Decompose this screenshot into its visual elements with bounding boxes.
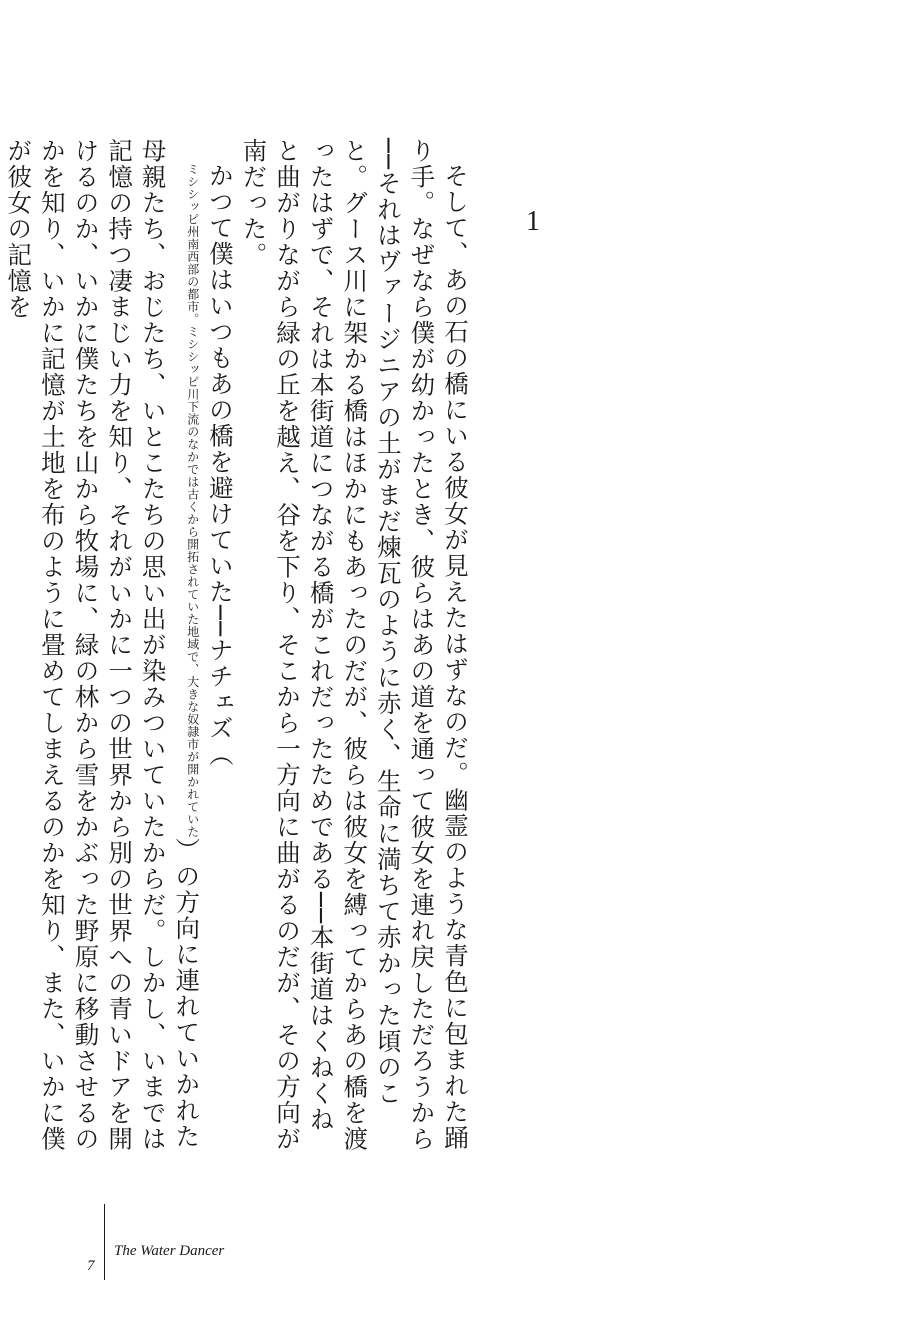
paragraph-2 (2, 138, 237, 1158)
page-number: 7 (87, 1258, 95, 1274)
note-close-bracket: ） (172, 837, 202, 864)
chapter-number: 1 (526, 206, 540, 237)
body-text (2, 138, 472, 1158)
running-title: The Water Dancer (114, 1243, 225, 1259)
footer-divider (104, 1204, 105, 1280)
paragraph-2-start: かつて僕はいつもあの橋を避けていた──ナチェズ (205, 162, 235, 742)
note-open-bracket: （ (205, 741, 235, 768)
paragraph-1: そして、あの石の橋にいる彼女が見えたはずなのだ。幽霊のような青色に包まれた踊り手。なぜなら僕が幼かったとき、彼らはあの道を通って彼女を連れ戻しただろうから──それはヴァージニアの土がまだ煉瓦のように赤く、生命に満ちて赤かった頃のこと。グース川に架かる橋はほかにもあったのだが、彼らは彼女を縛ってからあの橋を渡ったはずで、それは本街道につながる橋がこれだったためである──本街道はくねくねと曲がりながら緑の丘を越え、谷を下り、そこから一方向に曲がるのだが、その方向が南だった。 (239, 138, 470, 1152)
translator-note: ミシシッピ州南西部の都市。ミシシッピ川下流のなかでは古くから開拓されていた地域で、大きな奴隷市が開かれていた (185, 162, 200, 838)
paragraph-2-end: の方向に連れていかれた母親たち、おじたち、いとこたちの思い出が染みついていたからだ。しかし、いまでは記憶の持つ凄まじい力を知り、それがいかに一つの世界から別の世界への青いドアを開けるのか、いかに僕たちを山から牧場に、緑の林から雪をかぶった野原に移動させるのかを知り、いかに記憶が土地を布のように畳めてしまえるのかを知り、また、いかに僕が彼女の記憶を (4, 138, 202, 1152)
